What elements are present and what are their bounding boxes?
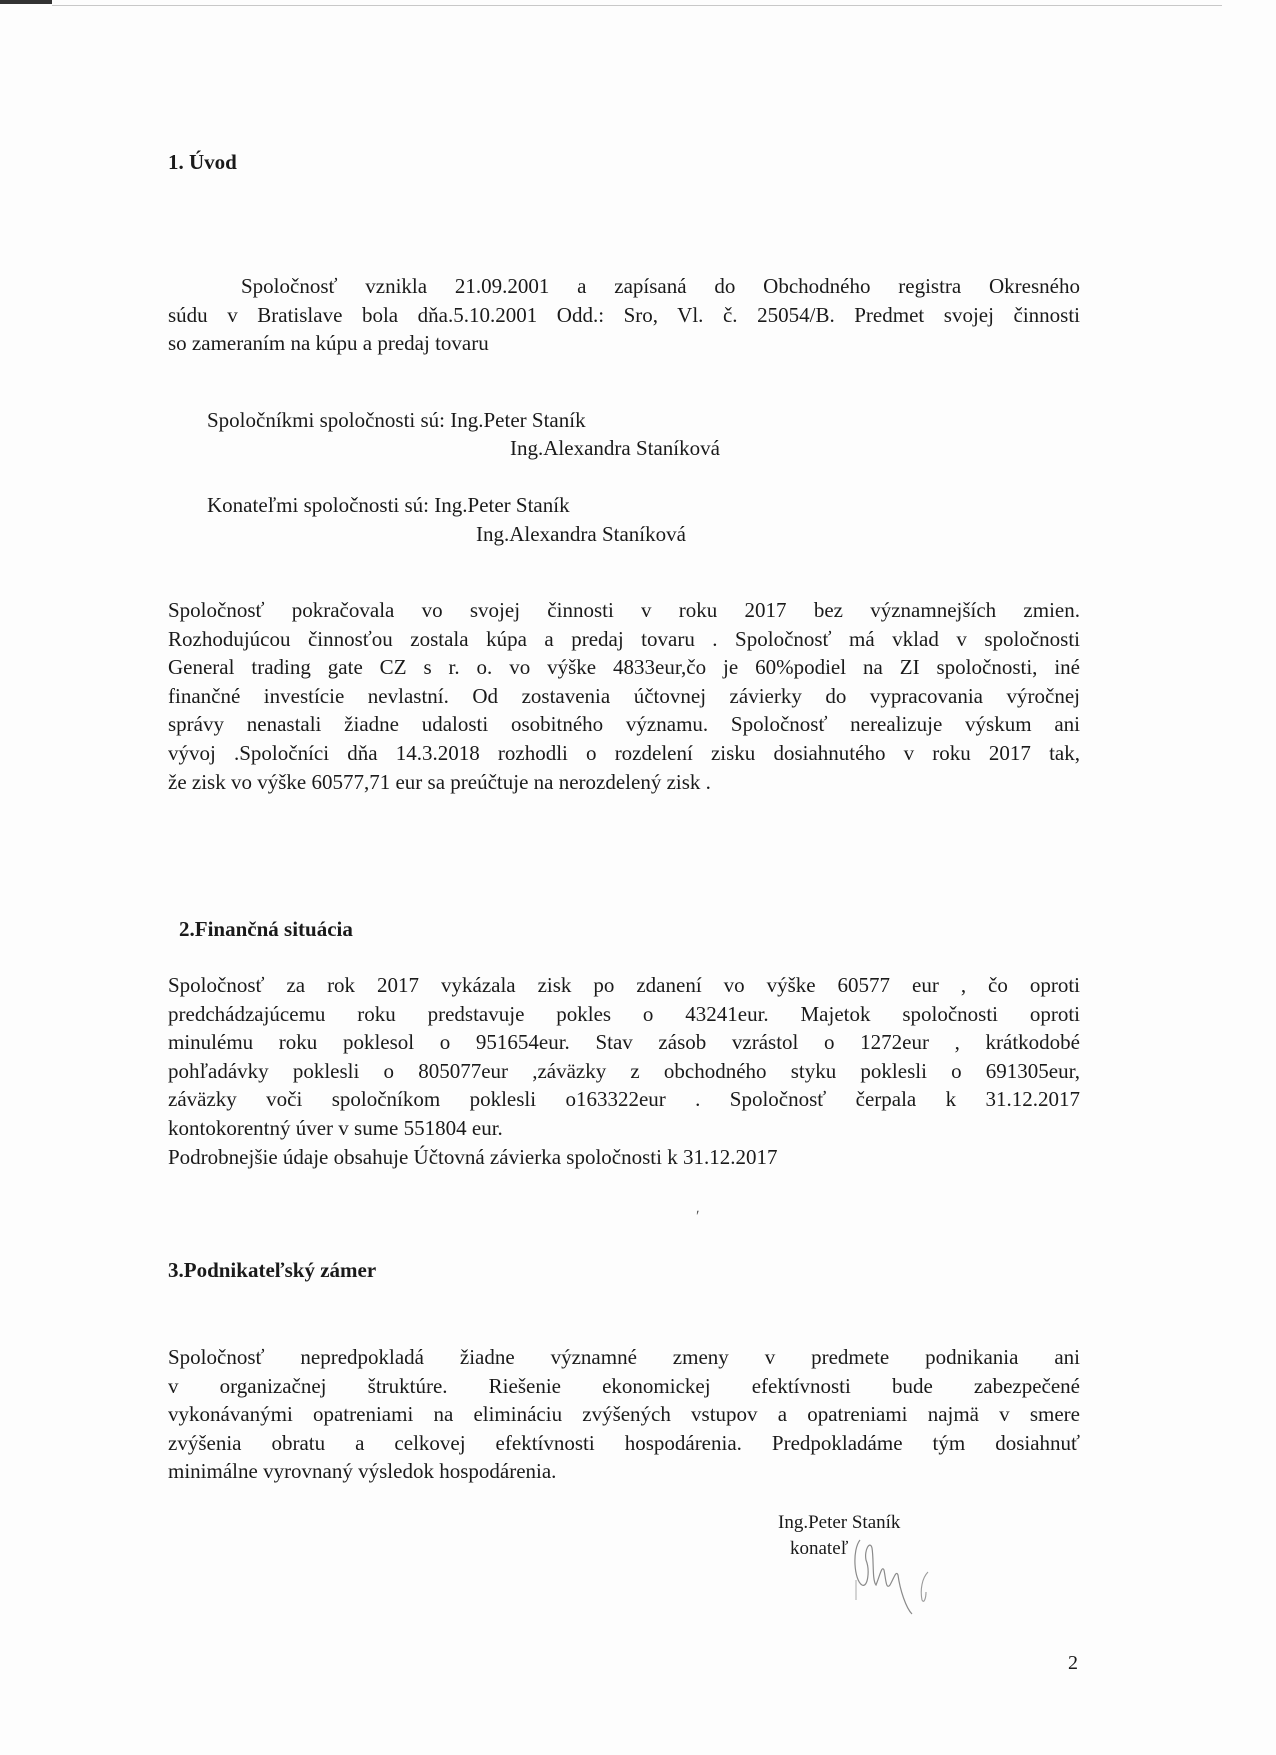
text-line: minulému roku poklesol o 951654eur. Stav zásob vzrástol o 1272eur , krátkodobé bbox=[168, 1030, 1080, 1055]
text-line: vykonávanými opatreniami na elimináciu zvýšených vstupov a opatreniami najmä v smere bbox=[168, 1402, 1080, 1427]
text-line: kontokorentný úver v sume 551804 eur. bbox=[168, 1115, 503, 1140]
paragraph-intro bbox=[168, 272, 1080, 358]
text-line: že zisk vo výške 60577,71 eur sa preúčtuje na nerozdelený zisk . bbox=[168, 769, 711, 794]
handwritten-signature bbox=[850, 1530, 960, 1620]
scan-top-line bbox=[52, 5, 1222, 6]
paragraph-activity bbox=[168, 596, 1080, 796]
paragraph-financial bbox=[168, 971, 1080, 1171]
text-line: so zameraním na kúpu a predaj tovaru bbox=[168, 331, 489, 356]
signatory-name: Ing.Peter Staník bbox=[778, 1512, 901, 1533]
text-line: Podrobnejšie údaje obsahuje Účtovná závierka spoločnosti k 31.12.2017 bbox=[168, 1144, 778, 1169]
scan-edge-mark bbox=[0, 0, 52, 4]
text-line: vývoj .Spoločníci dňa 14.3.2018 rozhodli o rozdelení zisku dosiahnutého v roku 2017 tak, bbox=[168, 740, 1080, 765]
text-line: Spoločnosť za rok 2017 vykázala zisk po zdanení vo výške 60577 eur , čo oproti bbox=[168, 973, 1080, 997]
page-number: 2 bbox=[1068, 1652, 1078, 1674]
text-line: Spoločnosť vznikla 21.09.2001 a zapísaná do Obchodného registra Okresného bbox=[241, 274, 1080, 298]
text-line: pohľadávky poklesli o 805077eur ,záväzky z obchodného styku poklesli o 691305eur, bbox=[168, 1058, 1080, 1083]
signatory-role: konateľ bbox=[790, 1538, 849, 1559]
executives-second: Ing.Alexandra Staníková bbox=[476, 522, 686, 546]
text-line: zvýšenia obratu a celkovej efektívnosti hospodárenia. Predpokladáme tým dosiahnuť bbox=[168, 1430, 1080, 1455]
paragraph-business-plan bbox=[168, 1343, 1080, 1486]
text-line: Rozhodujúcou činnosťou zostala kúpa a predaj tovaru . Spoločnosť má vklad v spoločnosti bbox=[168, 626, 1080, 651]
heading-intro: 1. Úvod bbox=[168, 150, 237, 174]
text-line: Spoločnosť nepredpokladá žiadne významné zmeny v predmete podnikania ani bbox=[168, 1345, 1080, 1369]
text-line: správy nenastali žiadne udalosti osobitného významu. Spoločnosť nerealizuje výskum ani bbox=[168, 712, 1080, 737]
text-line: súdu v Bratislave bola dňa.5.10.2001 Odd.: Sro, Vl. č. 25054/B. Predmet svojej činnosti bbox=[168, 302, 1080, 327]
heading-business-plan: 3.Podnikateľský zámer bbox=[168, 1258, 377, 1282]
partners-second: Ing.Alexandra Staníková bbox=[510, 436, 720, 460]
text-line: v organizačnej štruktúre. Riešenie ekonomickej efektívnosti bude zabezpečené bbox=[168, 1373, 1080, 1398]
text-line: záväzky voči spoločníkom poklesli o163322eur . Spoločnosť čerpala k 31.12.2017 bbox=[168, 1087, 1080, 1112]
text-line: Spoločnosť pokračovala vo svojej činnosti v roku 2017 bez významnejších zmien. bbox=[168, 598, 1080, 622]
heading-financial: 2.Finančná situácia bbox=[179, 917, 353, 941]
text-line: finančné investície nevlastní. Od zostavenia účtovnej závierky do vypracovania výročnej bbox=[168, 683, 1080, 708]
text-line: General trading gate CZ s r. o. vo výške 4833eur,čo je 60%podiel na ZI spoločnosti, iné bbox=[168, 655, 1080, 680]
scan-speck: ʹ bbox=[696, 1208, 700, 1225]
executives-label: Konateľmi spoločnosti sú: Ing.Peter Staník bbox=[207, 493, 570, 517]
partners-label: Spoločníkmi spoločnosti sú: Ing.Peter Staník bbox=[207, 408, 586, 432]
text-line: predchádzajúcemu roku predstavuje pokles o 43241eur. Majetok spoločnosti oproti bbox=[168, 1001, 1080, 1026]
text-line: minimálne vyrovnaný výsledok hospodárenia. bbox=[168, 1459, 557, 1484]
